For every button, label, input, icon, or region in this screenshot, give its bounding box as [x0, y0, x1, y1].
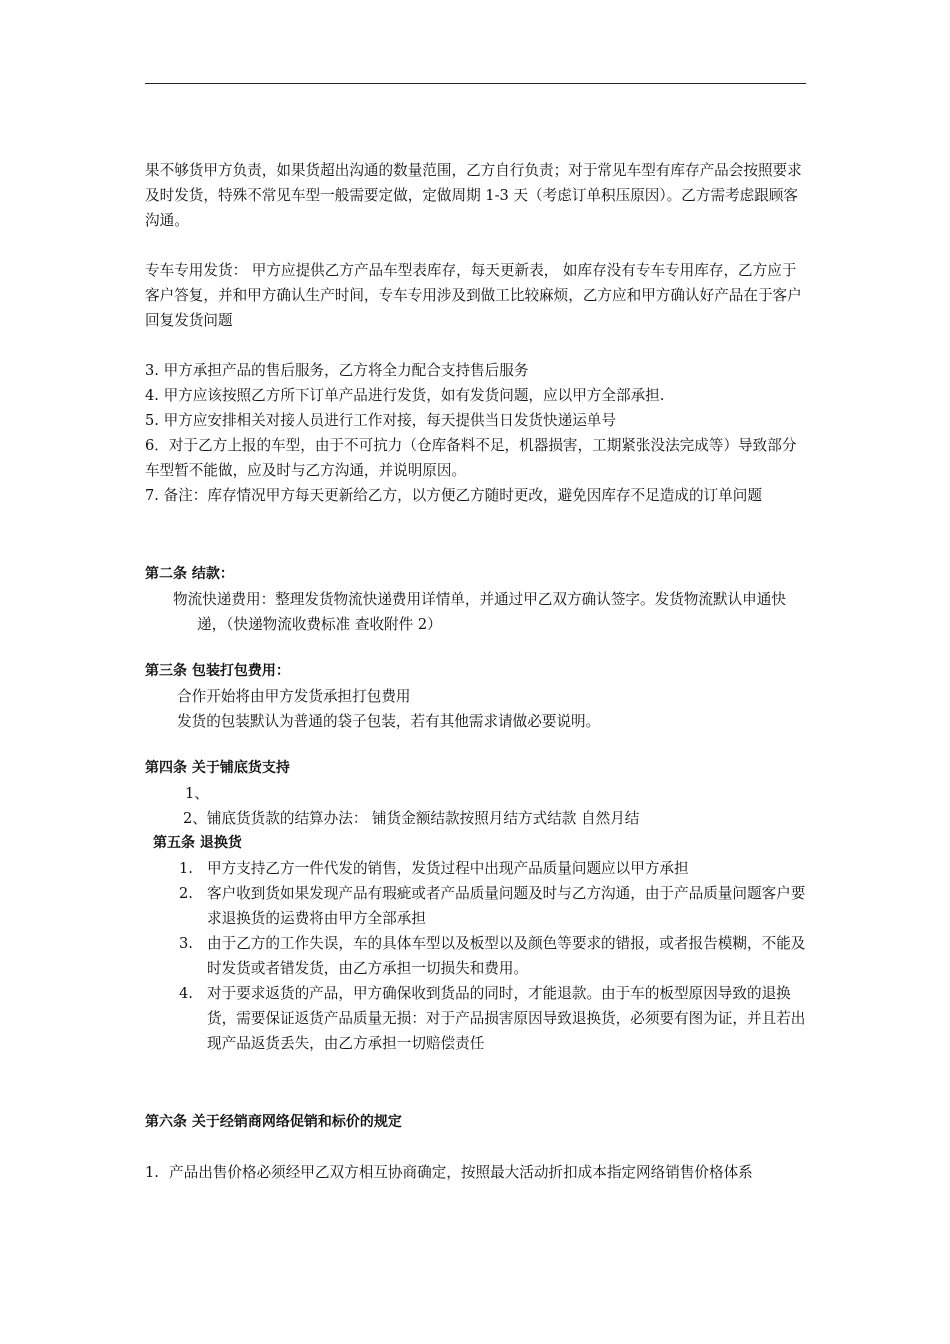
article-5-heading: 第五条 退换货 — [153, 835, 242, 851]
document-body — [145, 158, 807, 1185]
list-item — [153, 856, 807, 881]
numbered-item: 7. 备注：库存情况甲方每天更新给乙方，以方便乙方随时更改，避免因库存不足造成的订单问题 — [145, 487, 762, 504]
article-4-line: 1、 — [185, 785, 209, 802]
article-3-line: 合作开始将由甲方发货承担打包费用 — [177, 688, 411, 705]
list-number: 1. — [145, 1164, 159, 1181]
list-text: 对于要求返货的产品，甲方确保收到货品的同时，才能退款。由于车的板型原因导致的退换货，需要保证返货产品质量无损：对于产品损害原因导致退换货，必须要有图为证，并且若出现产品返货丢失，由乙方承担一切赔偿责任 — [207, 985, 806, 1052]
intro-paragraph: 果不够货甲方负责，如果货超出沟通的数量范围，乙方自行负责；对于常见车型有库存产品会按照要求及时发货，特殊不常见车型一般需要定做，定做周期 1-3 天（考虑订单积压原因）。乙方需考虑跟顾客沟通。 — [145, 162, 802, 229]
list-item — [153, 931, 807, 981]
numbered-item: 4. 甲方应该按照乙方所下订单产品进行发货，如有发货问题，应以甲方全部承担. — [145, 387, 665, 404]
list-number: 1. — [179, 860, 193, 877]
article-2-heading: 第二条 结款： — [145, 566, 234, 582]
article-3-line: 发货的包装默认为普通的袋子包装，若有其他需求请做必要说明。 — [177, 713, 601, 730]
list-text: 客户收到货如果发现产品有瑕疵或者产品质量问题及时与乙方沟通，由于产品质量问题客户要求退换货的运费将由甲方全部承担 — [207, 885, 806, 927]
intro-paragraph: 专车专用发货： 甲方应提供乙方产品车型表库存，每天更新表， 如库存没有专车专用库存，乙方应于客户答复，并和甲方确认生产时间，专车专用涉及到做工比较麻烦，乙方应和甲方确认好产品在于客户回复发货问题 — [145, 262, 802, 329]
article-3-heading: 第三条 包装打包费用： — [145, 663, 290, 679]
list-number: 3. — [179, 935, 193, 952]
numbered-item: 3. 甲方承担产品的售后服务，乙方将全力配合支持售后服务 — [145, 362, 529, 379]
article-6-heading: 第六条 关于经销商网络促销和标价的规定 — [145, 1114, 402, 1130]
list-item — [145, 1160, 807, 1185]
list-text: 由于乙方的工作失误，车的具体车型以及板型以及颜色等要求的错报，或者报告模糊，不能及时发货或者错发货，由乙方承担一切损失和费用。 — [207, 935, 806, 977]
article-4-line: 2、铺底货货款的结算办法： 铺货金额结款按照月结方式结款 自然月结 — [183, 810, 640, 827]
article-4-heading: 第四条 关于铺底货支持 — [145, 760, 290, 776]
article-2-body: 物流快递费用：整理发货物流快递费用详情单，并通过甲乙双方确认签字。发货物流默认申通快递，（快递物流收费标准 查收附件 2） — [173, 591, 786, 633]
header-rule — [145, 83, 806, 84]
numbered-item: 5. 甲方应安排相关对接人员进行工作对接，每天提供当日发货快递运单号 — [145, 412, 616, 429]
list-item — [153, 981, 807, 1056]
article-6-list — [145, 1160, 807, 1185]
list-text: 甲方支持乙方一件代发的销售，发货过程中出现产品质量问题应以甲方承担 — [207, 860, 689, 877]
list-number: 2. — [179, 885, 193, 902]
list-number: 4. — [179, 985, 193, 1002]
article-5-list — [153, 856, 807, 1056]
numbered-item: 6．对于乙方上报的车型，由于不可抗力（仓库备料不足，机器损害，工期紧张没法完成等）导致部分车型暂不能做，应及时与乙方沟通，并说明原因。 — [145, 437, 797, 479]
list-item — [153, 881, 807, 931]
list-text: 产品出售价格必须经甲乙双方相互协商确定，按照最大活动折扣成本指定网络销售价格体系 — [169, 1164, 753, 1181]
